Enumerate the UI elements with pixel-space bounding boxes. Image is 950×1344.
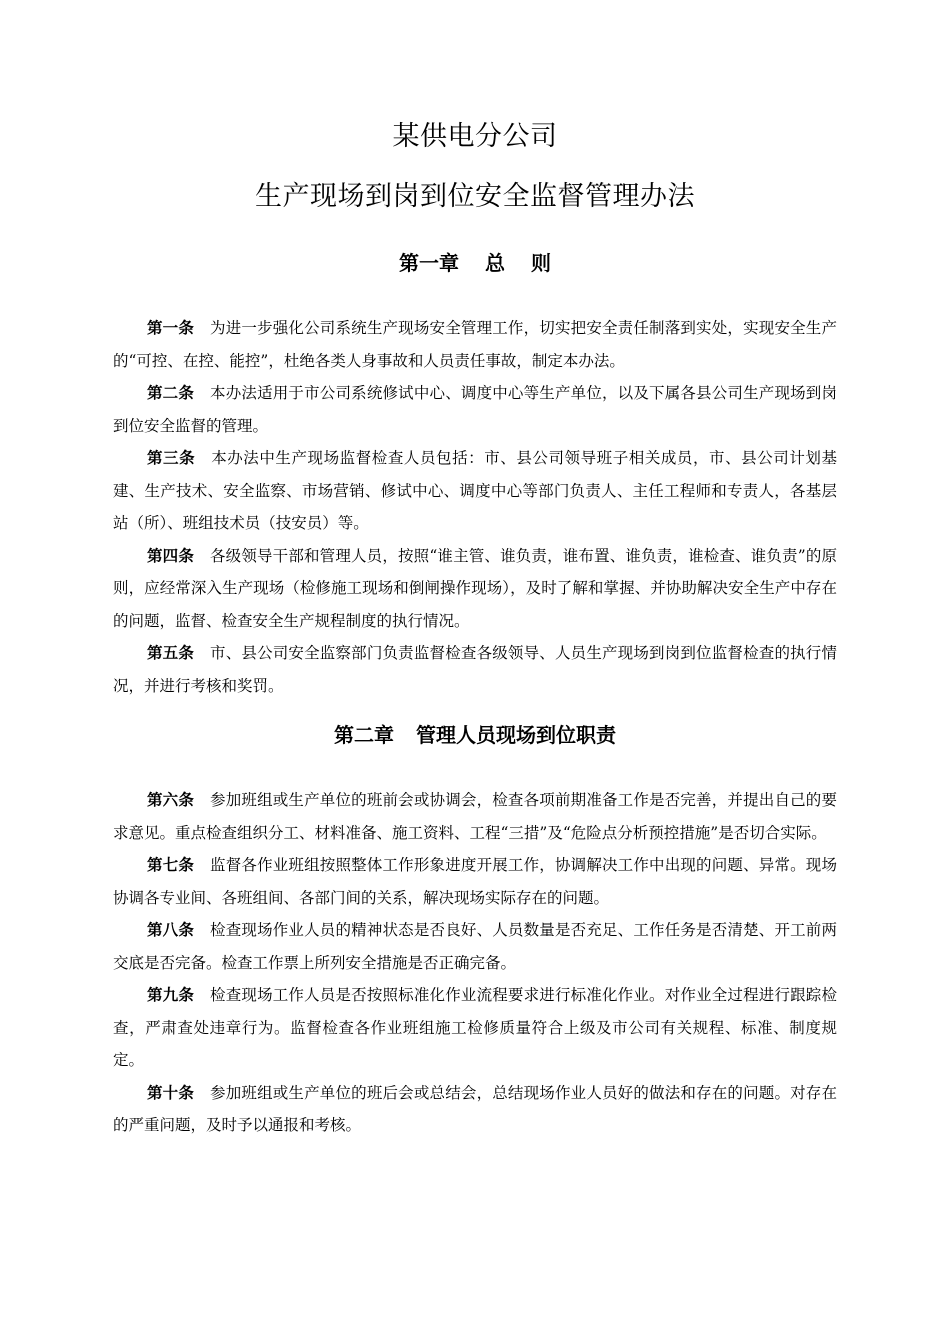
document-title-company: 某供电分公司	[392, 121, 558, 152]
article-text: 各级领导干部和管理人员，按照“谁主管、谁负责，谁布置、谁负责，谁检查、谁负责”的原则，应经常深入生产现场（检修施工现场和倒闸操作现场），及时了解和掌握、并协助解决安全生产中存在的问题，监督、检查安全生产规程制度的执行情况。	[113, 546, 837, 630]
article-3	[113, 442, 837, 540]
article-text: 监督各作业班组按照整体工作形象进度开展工作，协调解决工作中出现的问题、异常。现场协调各专业间、各班组间、各部门间的关系，解决现场实际存在的问题。	[113, 856, 837, 907]
article-number: 第十条	[147, 1082, 195, 1102]
article-10	[113, 1077, 837, 1142]
article-number: 第八条	[147, 920, 195, 939]
article-8	[113, 914, 837, 979]
chapter-1-articles	[113, 312, 837, 702]
article-2	[113, 377, 837, 442]
article-9	[113, 979, 837, 1077]
chapter-1-title-part2: 则	[531, 251, 551, 275]
article-number: 第一条	[147, 318, 195, 337]
article-4	[113, 540, 837, 638]
article-text: 检查现场工作人员是否按照标准化作业流程要求进行标准化作业。对作业全过程进行跟踪检查，严肃查处违章行为。监督检查各作业班组施工检修质量符合上级及市公司有关规程、标准、制度规定。	[113, 986, 837, 1069]
chapter-2-number: 第二章	[334, 723, 394, 747]
document-title-main: 生产现场到岗到位安全监督管理办法	[255, 181, 695, 212]
article-5	[113, 637, 837, 702]
article-text: 市、县公司安全监察部门负责监督检查各级领导、人员生产现场到岗到位监督检查的执行情况，并进行考核和奖罚。	[113, 644, 837, 695]
article-number: 第二条	[147, 383, 195, 402]
article-text: 为进一步强化公司系统生产现场安全管理工作，切实把安全责任制落到实处，实现安全生产的“可控、在控、能控”，杜绝各类人身事故和人员责任事故，制定本办法。	[113, 319, 837, 370]
article-text: 参加班组或生产单位的班前会或协调会，检查各项前期准备工作是否完善，并提出自己的要求意见。重点检查组织分工、材料准备、施工资料、工程“三措”及“危险点分析预控措施”是否切合实际。	[113, 791, 837, 842]
article-number: 第四条	[147, 545, 194, 565]
article-number: 第五条	[147, 643, 195, 662]
chapter-1-title-part1: 总	[485, 251, 505, 275]
article-text: 本办法中生产现场监督检查人员包括：市、县公司领导班子相关成员，市、县公司计划基建、生产技术、安全监察、市场营销、修试中心、调度中心等部门负责人、主任工程师和专责人，各基层站（所）、班组技术员（技安员）等。	[113, 449, 837, 532]
article-number: 第六条	[147, 790, 195, 809]
article-number: 第三条	[147, 448, 196, 467]
article-1	[113, 312, 837, 377]
article-text: 参加班组或生产单位的班后会或总结会，总结现场作业人员好的做法和存在的问题。对存在的严重问题，及时予以通报和考核。	[113, 1083, 837, 1134]
chapter-2-articles	[113, 784, 837, 1142]
article-text: 本办法适用于市公司系统修试中心、调度中心等生产单位，以及下属各县公司生产现场到岗到位安全监督的管理。	[113, 384, 837, 435]
chapter-1-number: 第一章	[399, 251, 459, 275]
article-number: 第九条	[147, 985, 195, 1004]
chapter-2-heading	[0, 719, 950, 748]
article-text: 检查现场作业人员的精神状态是否良好、人员数量是否充足、工作任务是否清楚、开工前两交底是否完备。检查工作票上所列安全措施是否正确完备。	[113, 921, 837, 972]
article-7	[113, 849, 837, 914]
chapter-2-title: 管理人员现场到位职责	[416, 723, 616, 747]
chapter-1-heading	[0, 247, 950, 276]
article-6	[113, 784, 837, 849]
article-number: 第七条	[147, 855, 195, 874]
